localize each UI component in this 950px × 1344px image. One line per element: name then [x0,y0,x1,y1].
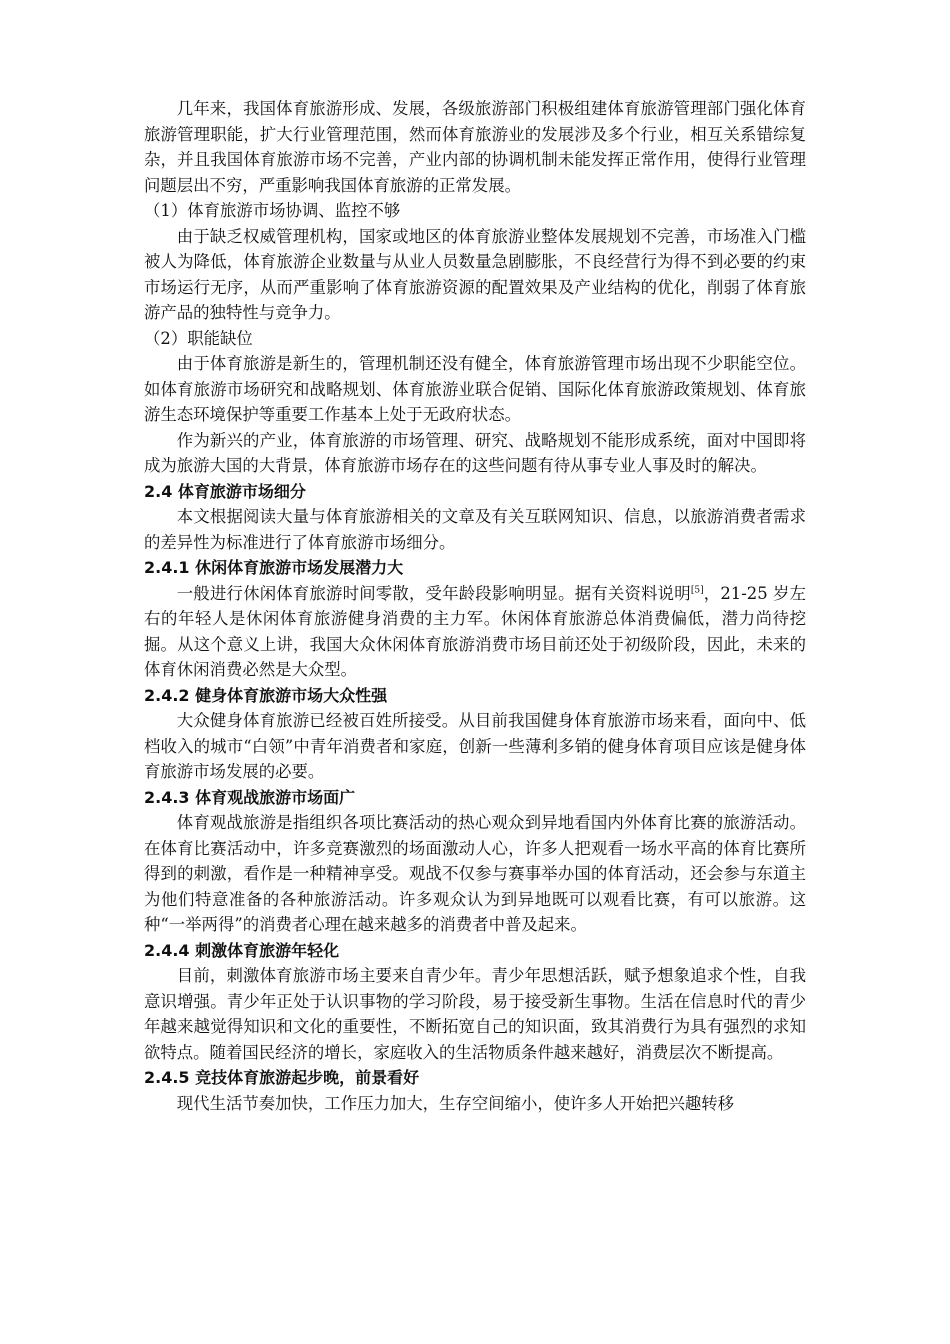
heading-2-4-2: 2.4.2 健身体育旅游市场大众性强 [144,685,388,705]
heading-2-4: 2.4 体育旅游市场细分 [144,481,306,501]
heading-2-4-3: 2.4.3 体育观战旅游市场面广 [144,787,356,807]
heading-2-4-4: 2.4.4 刺激体育旅游年轻化 [144,940,340,960]
heading-2-4-5: 2.4.5 竞技体育旅游起步晚，前景看好 [144,1068,420,1087]
heading-2-4-1: 2.4.1 休闲体育旅游市场发展潜力大 [144,558,404,577]
paragraph-leisure-part1: 一般进行休闲体育旅游时间零散，受年龄段影响明显。据有关资料说明 [176,583,691,603]
subheading-function-gap: （2）职能缺位 [144,328,253,348]
paragraph-competitive: 现代生活节奏加快，工作压力加大，生存空间缩小，使许多人开始把兴趣转移 [176,1093,735,1113]
paragraph-spectator: 体育观战旅游是指组织各项比赛活动的热心观众到异地看国内外体育比赛的旅游活动。在体育比赛活动中，许多竞赛激烈的场面激动人心，许多人把观看一场水平高的体育比赛所得到的刺激，看作是一种精神享受。观战不仅参与赛事举办国的体育活动，还会参与东道主为他们特意准备的各种旅游活动。许多观众认为到异地既可以观看比赛，有可以旅游。这种“一举两得”的消费者心理在越来越多的消费者中普及起来。 [144,813,806,934]
paragraph-fitness: 大众健身体育旅游已经被百姓所接受。从目前我国健身体育旅游市场来看，面向中、低档收入的城市“白领”中青年消费者和家庭，创新一些薄利多销的健身体育项目应该是健身体育旅游市场发展的必要。 [144,711,806,781]
paragraph-leisure-part2: ，21-25 岁左右的年轻人是休闲体育旅游健身消费的主力军。休闲体育旅游总体消费偏低，潜力尚待挖掘。从这个意义上讲，我国大众休闲体育旅游消费市场目前还处于初级阶段，因此，未来的体育休闲消费必然是大众型。 [144,583,806,679]
paragraph-leisure [144,581,806,683]
paragraph-intro: 几年来，我国体育旅游形成、发展，各级旅游部门积极组建体育旅游管理部门强化体育旅游管理职能，扩大行业管理范围，然而体育旅游业的发展涉及多个行业，相互关系错综复杂，并且我国体育旅游市场不完善，产业内部的协调机制未能发挥正常作用，使得行业管理问题层出不穷，严重影响我国体育旅游的正常发展。 [144,99,806,195]
paragraph-segmentation: 本文根据阅读大量与体育旅游相关的文章及有关互联网知识、信息，以旅游消费者需求的差异性为标准进行了体育旅游市场细分。 [144,507,806,552]
document-page [144,96,806,1116]
subheading-market-coordination: （1）体育旅游市场协调、监控不够 [144,201,401,220]
paragraph-market-coordination: 由于缺乏权威管理机构，国家或地区的体育旅游业整体发展规划不完善，市场准入门槛被人为降低，体育旅游企业数量与从业人员数量急剧膨胀，不良经营行为得不到必要的约束市场运行无序，从而严重影响了体育旅游资源的配置效果及产业结构的优化，削弱了体育旅游产品的独特性与竞争力。 [144,226,806,322]
paragraph-function-gap: 由于体育旅游是新生的，管理机制还没有健全，体育旅游管理市场出现不少职能空位。如体育旅游市场研究和战略规划、体育旅游业联合促销、国际化体育旅游政策规划、体育旅游生态环境保护等重要工作基本上处于无政府状态。 [144,354,806,424]
paragraph-emerging-industry: 作为新兴的产业，体育旅游的市场管理、研究、战略规划不能形成系统，面对中国即将成为旅游大国的大背景，体育旅游市场存在的这些问题有待从事专业人事及时的解决。 [144,430,806,475]
paragraph-thrill: 目前，刺激体育旅游市场主要来自青少年。青少年思想活跃，赋予想象追求个性，自我意识增强。青少年正处于认识事物的学习阶段，易于接受新生事物。生活在信息时代的青少年越来越觉得知识和文化的重要性，不断拓宽自己的知识面，致其消费行为具有强烈的求知欲特点。随着国民经济的增长，家庭收入的生活物质条件越来越好，消费层次不断提高。 [144,966,806,1062]
citation-5: [5] [690,585,704,596]
